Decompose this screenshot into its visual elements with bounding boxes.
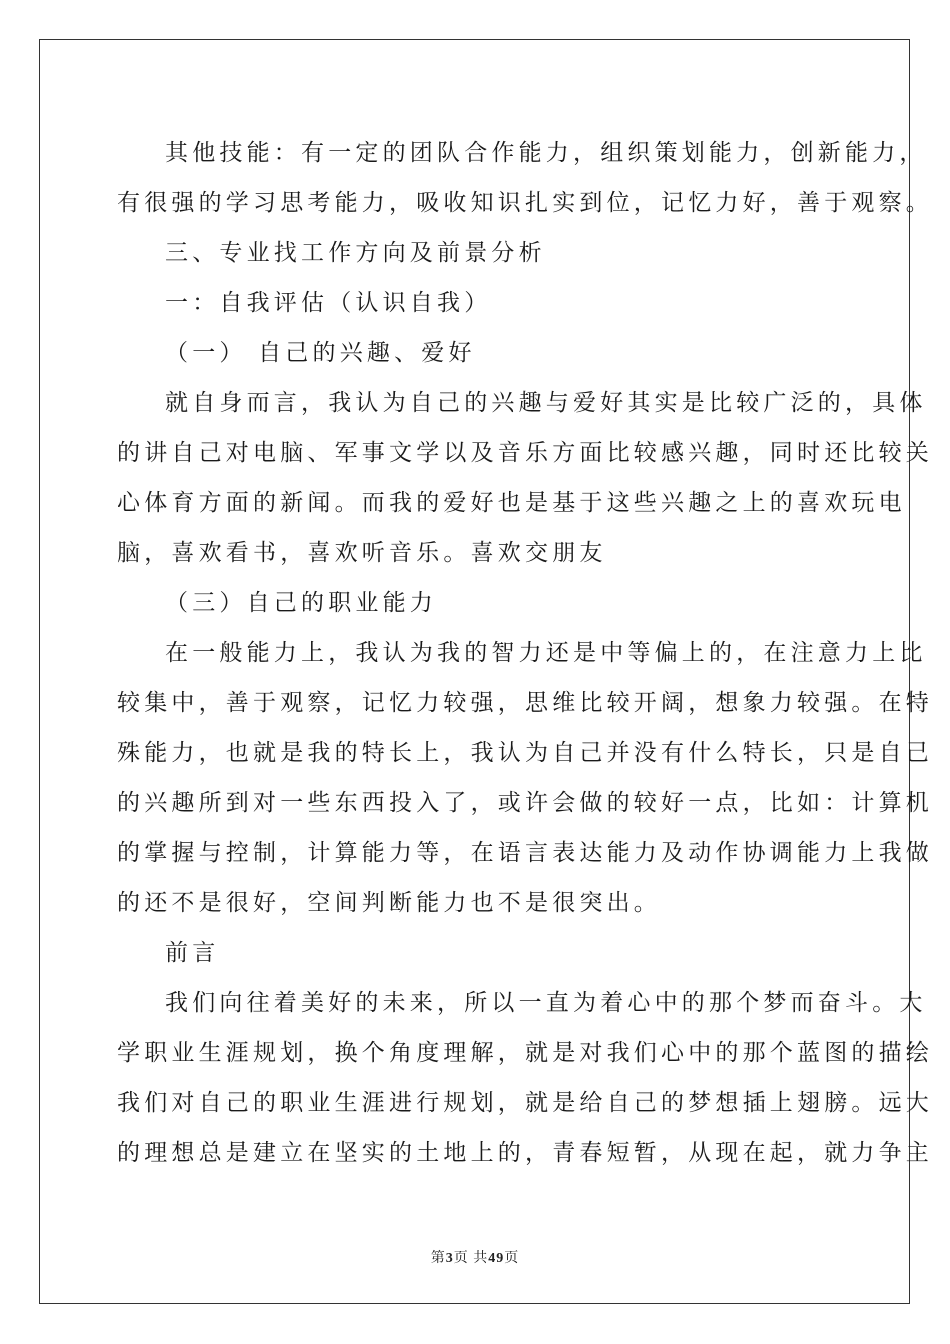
paragraph-line: 心体育方面的新闻。而我的爱好也是基于这些兴趣之上的喜欢玩电 <box>117 490 906 516</box>
page-prefix: 第 <box>430 1251 446 1266</box>
paragraph-line: 的兴趣所到对一些东西投入了，或许会做的较好一点，比如：计算机 <box>117 790 933 816</box>
paragraph-line: 的讲自己对电脑、军事文学以及音乐方面比较感兴趣，同时还比较关 <box>117 440 933 466</box>
paragraph-line: 有很强的学习思考能力，吸收知识扎实到位，记忆力好，善于观察。 <box>117 190 933 216</box>
paragraph-line: 的理想总是建立在坚实的土地上的，青春短暂，从现在起，就力争主 <box>117 1140 933 1166</box>
paragraph-line: 殊能力，也就是我的特长上，我认为自己并没有什么特长，只是自己 <box>117 740 933 766</box>
paragraph-line: 脑，喜欢看书，喜欢听音乐。喜欢交朋友 <box>117 540 607 566</box>
paragraph-line: 的还不是很好，空间判断能力也不是很突出。 <box>117 890 661 916</box>
page-suffix: 页 <box>504 1251 520 1266</box>
paragraph-line: 较集中，善于观察，记忆力较强，思维比较开阔，想象力较强。在特 <box>117 690 933 716</box>
subsection-heading: （一） 自己的兴趣、爱好 <box>165 340 476 366</box>
total-pages-number: 49 <box>488 1251 505 1266</box>
paragraph-line: 其他技能：有一定的团队合作能力，组织策划能力，创新能力， <box>165 140 927 166</box>
section-heading: 三、专业找工作方向及前景分析 <box>165 240 546 266</box>
page-footer <box>0 1247 950 1267</box>
paragraph-line: 我们对自己的职业生涯进行规划，就是给自己的梦想插上翅膀。远大 <box>117 1090 933 1116</box>
paragraph-line: 就自身而言，我认为自己的兴趣与爱好其实是比较广泛的，具体 <box>165 390 927 416</box>
subsection-heading: 一：自我评估（认识自我） <box>165 290 492 316</box>
paragraph-line: 我们向往着美好的未来，所以一直为着心中的那个梦而奋斗。大 <box>165 990 927 1016</box>
paragraph-line: 在一般能力上，我认为我的智力还是中等偏上的，在注意力上比 <box>165 640 927 666</box>
page-mid: 页 共 <box>453 1251 489 1266</box>
subsection-heading: （三）自己的职业能力 <box>165 590 437 616</box>
paragraph-line: 的掌握与控制，计算能力等，在语言表达能力及动作协调能力上我做 <box>117 840 933 866</box>
current-page-number: 3 <box>445 1251 454 1266</box>
section-heading: 前言 <box>165 940 220 966</box>
paragraph-line: 学职业生涯规划，换个角度理解，就是对我们心中的那个蓝图的描绘 <box>117 1040 933 1066</box>
